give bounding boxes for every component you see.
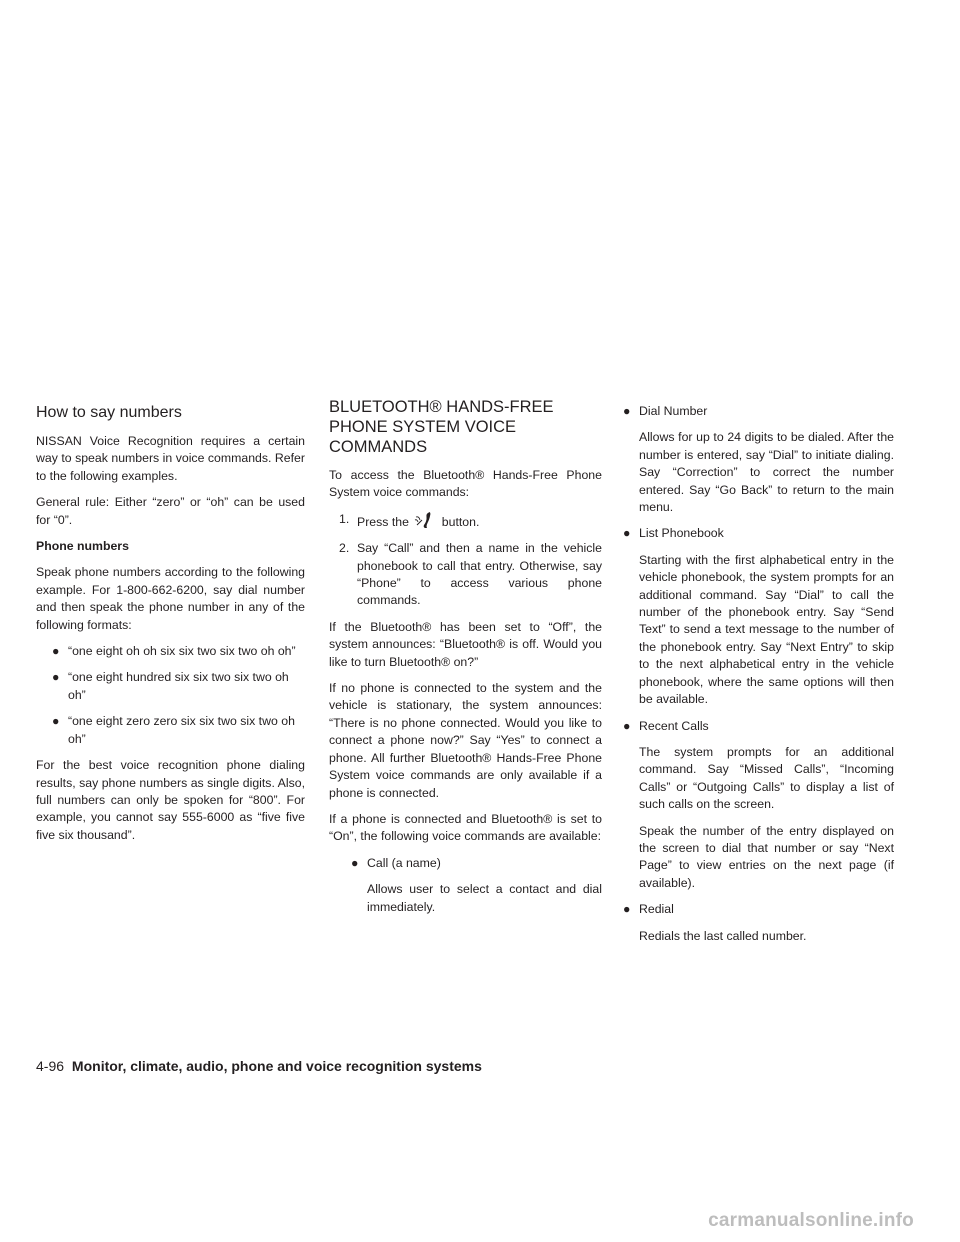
- command-title: Call (a name): [367, 855, 441, 870]
- column-right: [623, 403, 894, 954]
- list-item-list-phonebook: [623, 525, 894, 542]
- bullet-icon: ●: [623, 718, 631, 733]
- paragraph-access: To access the Bluetooth® Hands-Free Phone System voice commands:: [329, 468, 602, 500]
- bullet-icon: ●: [623, 526, 631, 541]
- command-description: Allows for up to 24 digits to be dialed. After the number is entered, say “Dial” to initiate dialing. Say “Correction” to correct the number entered. Say “Go Back” to return to the main menu.: [639, 430, 894, 515]
- column-middle: [329, 398, 602, 925]
- command-title: Recent Calls: [639, 718, 709, 733]
- list-item-format-1: [36, 643, 305, 660]
- column-left: [36, 403, 305, 853]
- step-text: Say “Call” and then a name in the vehicle phonebook to call that entry. Otherwise, say “Phone” to access various phone commands.: [357, 541, 602, 608]
- step-2: [339, 540, 602, 610]
- paragraph-general-rule: General rule: Either “zero” or “oh” can be used for “0”.: [36, 495, 305, 527]
- command-title: Redial: [639, 902, 674, 917]
- format-text: “one eight zero zero six six two six two oh oh”: [68, 714, 295, 746]
- bullet-icon: ●: [52, 644, 60, 659]
- format-text: “one eight oh oh six six two six two oh oh”: [68, 644, 296, 659]
- page-footer: [36, 1058, 482, 1074]
- step-text-after: button.: [441, 514, 480, 529]
- step-text-before: Press the: [357, 514, 409, 529]
- paragraph-phone-numbers: Speak phone numbers according to the following example. For 1-800-662-6200, say dial number and then speak the phone number in any of the following formats:: [36, 565, 305, 632]
- list-item-format-2: [36, 669, 305, 704]
- paragraph-bluetooth-off: If the Bluetooth® has been set to “Off”, the system announces: “Bluetooth® is off. Would you like to turn Bluetooth® on?”: [329, 619, 602, 669]
- list-item-format-3: [36, 713, 305, 748]
- heading-bluetooth-voice-commands: BLUETOOTH® HANDS-FREE PHONE SYSTEM VOICE COMMANDS: [329, 398, 554, 456]
- bullet-icon: ●: [623, 902, 631, 917]
- paragraph-phone-connected: If a phone is connected and Bluetooth® is set to “On”, the following voice commands are available:: [329, 811, 602, 844]
- heading-how-to-say-numbers: How to say numbers: [36, 404, 182, 421]
- step-number: 1.: [339, 511, 350, 526]
- watermark: carmanualsonline.info: [708, 1210, 914, 1231]
- format-text: “one eight hundred six six two six two oh oh”: [68, 670, 289, 702]
- bullet-icon: ●: [52, 714, 60, 729]
- page-number: 4-96: [36, 1058, 65, 1074]
- subheading-phone-numbers: Phone numbers: [36, 539, 129, 554]
- bullet-icon: ●: [351, 855, 359, 870]
- command-description: Speak the number of the entry displayed on the screen to dial that number or say “Next Page” to view entries on the next page (if available).: [639, 823, 894, 890]
- command-description: The system prompts for an additional command. Say “Missed Calls”, “Incoming Calls” or “Outgoing Calls” to display a list of such calls on the screen.: [639, 744, 894, 812]
- phone-talk-icon: [414, 511, 436, 529]
- step-text: [357, 511, 602, 531]
- bullet-icon: ●: [623, 404, 631, 418]
- paragraph-no-phone: If no phone is connected to the system and the vehicle is stationary, the system announces: “There is no phone connected. Would you like to connect a phone now?” Say “Yes” to connect a phone. All further Bluetooth® Hands-Free Phone System voice commands are only available if a phone is connected.: [329, 681, 602, 800]
- command-description: Redials the last called number.: [639, 928, 807, 943]
- step-1: [339, 511, 602, 531]
- command-description: Starting with the first alphabetical entry in the vehicle phonebook, the system prompts for an additional command. Say “Dial” to call the number of the phonebook entry. Say “Send Text” to send a text message to the number of the phonebook entry. Say “Next Entry” to skip to the next alphabetical entry in the vehicle phonebook, where the same options will then be available.: [639, 552, 894, 707]
- command-title: List Phonebook: [639, 526, 724, 541]
- list-item-call-name: [329, 855, 602, 872]
- bullet-icon: ●: [52, 670, 60, 685]
- list-item-redial: [623, 901, 894, 918]
- step-number: 2.: [339, 541, 350, 556]
- list-item-recent-calls: [623, 718, 894, 735]
- command-title: Dial Number: [639, 404, 708, 418]
- command-description: Allows user to select a contact and dial immediately.: [367, 882, 602, 914]
- section-title: Monitor, climate, audio, phone and voice recognition systems: [71, 1058, 482, 1074]
- paragraph-best-recognition: For the best voice recognition phone dialing results, say phone numbers as single digits. Also, full numbers can only be spoken for “800”. For example, you cannot say 555-6000 as “five five five six thousand”.: [36, 758, 305, 842]
- list-item-dial-number: [623, 403, 894, 420]
- paragraph-intro: NISSAN Voice Recognition requires a certain way to speak numbers in voice commands. Refer to the following examples.: [36, 434, 305, 483]
